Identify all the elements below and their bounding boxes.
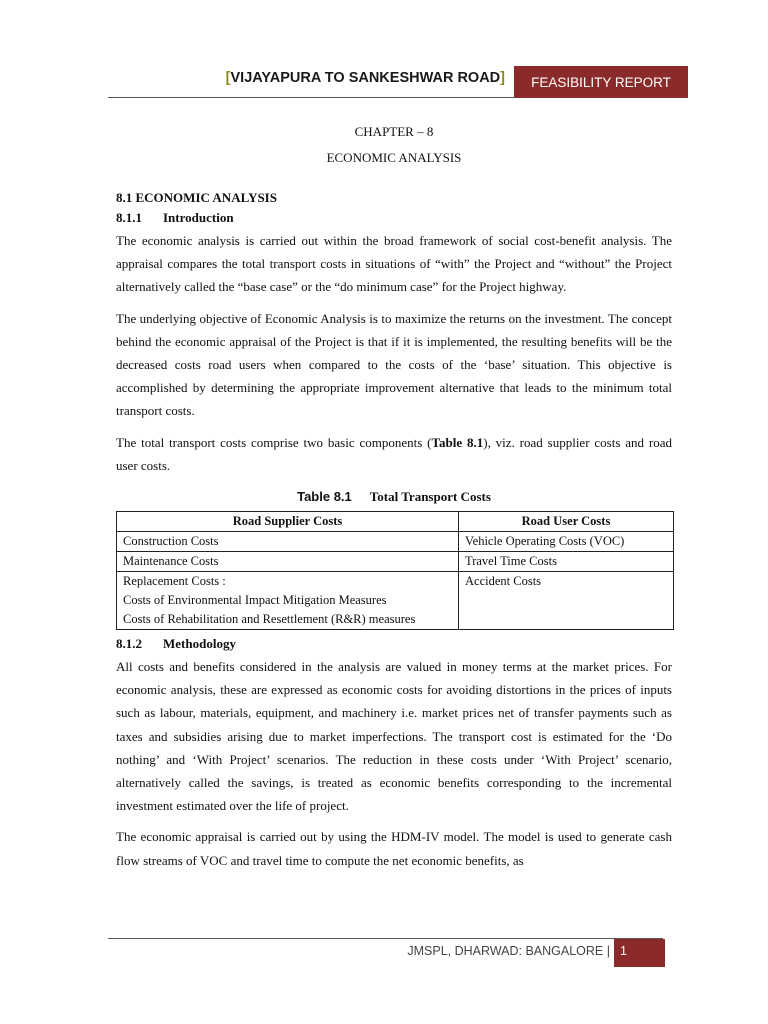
table-row: [117, 572, 674, 630]
footer-company: JMSPL, DHARWAD: BANGALORE |: [407, 944, 610, 958]
table-cell: Accident Costs: [459, 572, 674, 630]
cell-line: Costs of Environmental Impact Mitigation Measures: [123, 593, 387, 608]
document-title-text: VIJAYAPURA TO SANKESHWAR ROAD: [230, 70, 501, 86]
chapter-heading: CHAPTER – 8: [354, 124, 434, 139]
column-header: Road User Costs: [459, 512, 674, 532]
table-caption: [116, 489, 672, 505]
cell-line: Replacement Costs :: [123, 574, 226, 589]
table-caption-title: Total Transport Costs: [369, 489, 491, 505]
header-rule: [108, 97, 514, 98]
subsection-number: 8.1.2: [116, 636, 142, 652]
table-header-row: [117, 512, 674, 532]
paragraph-table-reference: [116, 431, 672, 477]
transport-costs-table: [116, 511, 674, 630]
footer-rule: [108, 938, 663, 939]
subsection-heading-methodology: [116, 636, 672, 652]
paragraph: All costs and benefits considered in the analysis are valued in money terms at the market prices. For economic analysis, these are expressed as economic costs for avoiding distortions in the prices of inputs such as labour, materials, equipment, and machinery i.e. market prices net of transfer payments such as taxes and subsidies arising due to market imperfections. The transport cost is estimated for the ‘Do nothing’ and ‘With Project’ scenarios. The reduction in these costs under ‘With Project’ scenario, alternatively called the savings, is treated as economic benefits corresponding to the incremental investment estimated over the life of project.: [116, 659, 672, 814]
page-header: [108, 66, 688, 98]
subsection-title: Methodology: [163, 636, 236, 652]
subsection-title: Introduction: [163, 210, 234, 225]
table-row: [117, 532, 674, 552]
paragraph: The underlying objective of Economic Analysis is to maximize the returns on the investment. The concept behind the economic appraisal of the Project is that if it is implemented, the resulting benefits will be the decreased costs road users when compared to the costs of the ‘base’ situation. This objective is accomplished by determining the appropriate improvement alternative that leads to the minimum total transport costs.: [116, 310, 672, 419]
table-row: [117, 552, 674, 572]
subsection-number: 8.1.1: [116, 210, 142, 225]
section-heading: 8.1 ECONOMIC ANALYSIS: [116, 190, 277, 205]
paragraph-text: ), viz. road supplier costs and road user costs.: [116, 434, 673, 473]
table-cell: Construction Costs: [117, 532, 459, 552]
paragraph-text: The total transport costs comprise two basic components (: [116, 434, 432, 450]
chapter-title: ECONOMIC ANALYSIS: [326, 150, 462, 165]
table-cell: Vehicle Operating Costs (VOC): [459, 532, 674, 552]
report-type-badge: FEASIBILITY REPORT: [514, 66, 688, 98]
table-cell: Travel Time Costs: [459, 552, 674, 572]
page-number: 1: [614, 939, 665, 967]
table-caption-number: Table 8.1: [297, 489, 352, 505]
table-cell-replacement: [117, 572, 459, 630]
bracket-close: ]: [500, 70, 505, 86]
paragraph: The economic appraisal is carried out by using the HDM-IV model. The model is used to generate cash flow streams of VOC and travel time to compute the net economic benefits, as: [116, 829, 672, 868]
table-reference: Table 8.1: [431, 434, 484, 450]
paragraph: The economic analysis is carried out within the broad framework of social cost-benefit analysis. The appraisal compares the total transport costs in situations of “with” the Project and “without” the Project alternatively called the “base case” or the “do minimum case” for the Project highway.: [116, 233, 672, 295]
document-title: [226, 70, 505, 86]
cell-line: Costs of Rehabilitation and Resettlement (R&R) measures: [123, 612, 416, 627]
page-content: [116, 120, 672, 872]
subsection-heading-introduction: [116, 210, 672, 226]
table-cell: Maintenance Costs: [117, 552, 459, 572]
bracket-open: [: [225, 70, 231, 86]
column-header: Road Supplier Costs: [117, 512, 459, 532]
